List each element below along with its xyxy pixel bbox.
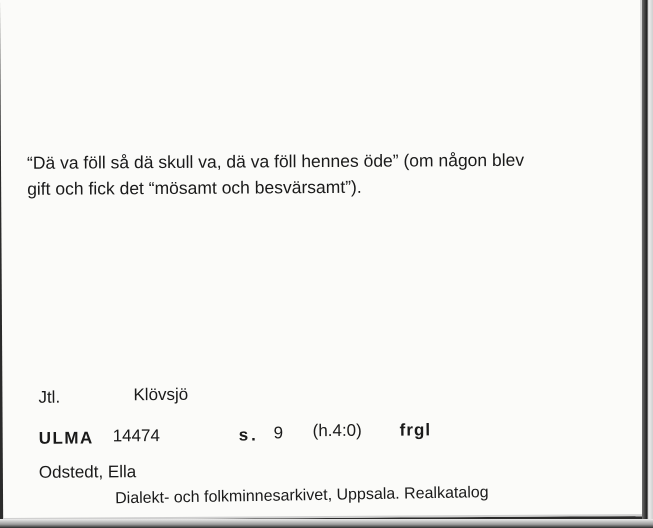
page-label: s.: [238, 425, 259, 445]
archive-number: 14474: [112, 426, 161, 446]
region-label: Jtl.: [38, 387, 61, 407]
archive-footer: Dialekt- och folkminnesarkivet, Uppsala. Realkatalog: [114, 484, 489, 508]
type-tag: frgl: [399, 420, 432, 440]
quote-line-1: “Dä va föll så dä skull va, dä va föll hennes öde” (om någon blev: [26, 149, 525, 173]
collector-name: Odstedt, Ella: [38, 462, 137, 482]
archive-label: ULMA: [38, 428, 94, 448]
scan-edge-right: [642, 0, 653, 528]
quote-text: [27, 146, 627, 202]
scan-edge-bottom: [0, 519, 653, 528]
page-number: 9: [273, 423, 284, 443]
quote-line-2: gift och fick det “mösamt och besvärsamt”).: [27, 176, 362, 199]
h-reference: (h.4:0): [312, 420, 362, 441]
parish-label: Klövsjö: [133, 384, 189, 405]
